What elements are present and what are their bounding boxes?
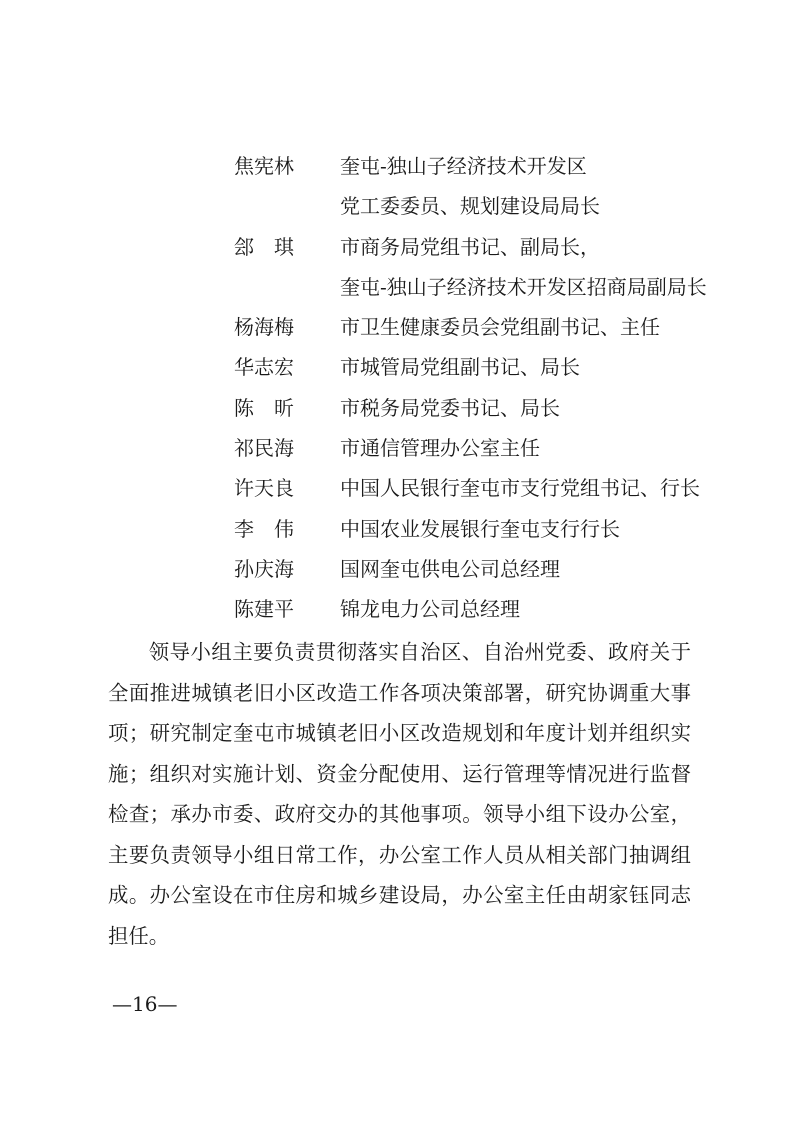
member-role-line: 市税务局党委书记、局长 [340, 395, 560, 420]
body-paragraph: 领导小组主要负责贯彻落实自治区、自治州党委、政府关于全面推进城镇老旧小区改造工作各项决策部署，研究协调重大事项；研究制定奎屯市城镇老旧小区改造规划和年度计划并组织实施；组织对实施计划、资金分配使用、运行管理等情况进行监督检查；承办市委、政府交办的其他事项。领导小组下设办公室，主要负责领导小组日常工作，办公室工作人员从相关部门抽调组成。办公室设在市住房和城乡建设局，办公室主任由胡家钰同志担任。 [108, 640, 691, 948]
member-roles [340, 549, 714, 589]
member-row [234, 428, 714, 468]
member-name: 华志宏 [234, 355, 294, 380]
member-name: 孙庆海 [234, 556, 294, 581]
member-row [234, 589, 714, 629]
member-role-line: 市卫生健康委员会党组副书记、主任 [340, 315, 660, 340]
member-role-line: 中国农业发展银行奎屯支行行长 [340, 516, 620, 541]
member-roles [340, 388, 714, 428]
member-roles [340, 347, 714, 387]
member-name: 陈昕 [234, 395, 314, 420]
member-role-line: 奎屯-独山子经济技术开发区 [340, 154, 587, 178]
member-row [234, 307, 714, 347]
member-role-line: 锦龙电力公司总经理 [340, 597, 520, 622]
member-roles [340, 509, 714, 549]
member-name: 李伟 [234, 516, 314, 541]
member-row [234, 388, 714, 428]
member-name: 祁民海 [234, 436, 294, 461]
member-roles [340, 589, 714, 629]
member-role-line: 市通信管理办公室主任 [340, 436, 540, 461]
member-roles [340, 307, 714, 347]
member-role-line: 市商务局党组书记、副局长， [340, 234, 600, 259]
member-row [234, 227, 714, 308]
member-list [234, 146, 714, 630]
member-name: 陈建平 [234, 597, 294, 622]
member-role-line: 党工委委员、规划建设局局长 [340, 194, 600, 219]
member-row [234, 146, 714, 227]
member-role-line: 国网奎屯供电公司总经理 [340, 556, 560, 581]
member-row [234, 468, 714, 508]
member-role-line: 市城管局党组副书记、局长 [340, 355, 580, 380]
member-role-line: 中国人民银行奎屯市支行党组书记、行长 [340, 476, 700, 501]
member-name: 郐琪 [234, 234, 314, 259]
member-roles [340, 227, 714, 308]
member-name: 许天良 [234, 476, 294, 501]
member-roles [340, 468, 714, 508]
member-roles [340, 146, 714, 227]
member-row [234, 347, 714, 387]
member-name: 杨海梅 [234, 315, 294, 340]
member-name: 焦宪林 [234, 154, 294, 178]
member-roles [340, 428, 714, 468]
member-row [234, 549, 714, 589]
member-row [234, 509, 714, 549]
member-role-line: 奎屯-独山子经济技术开发区招商局副局长 [340, 274, 707, 299]
page-number: —16— [112, 992, 178, 1016]
